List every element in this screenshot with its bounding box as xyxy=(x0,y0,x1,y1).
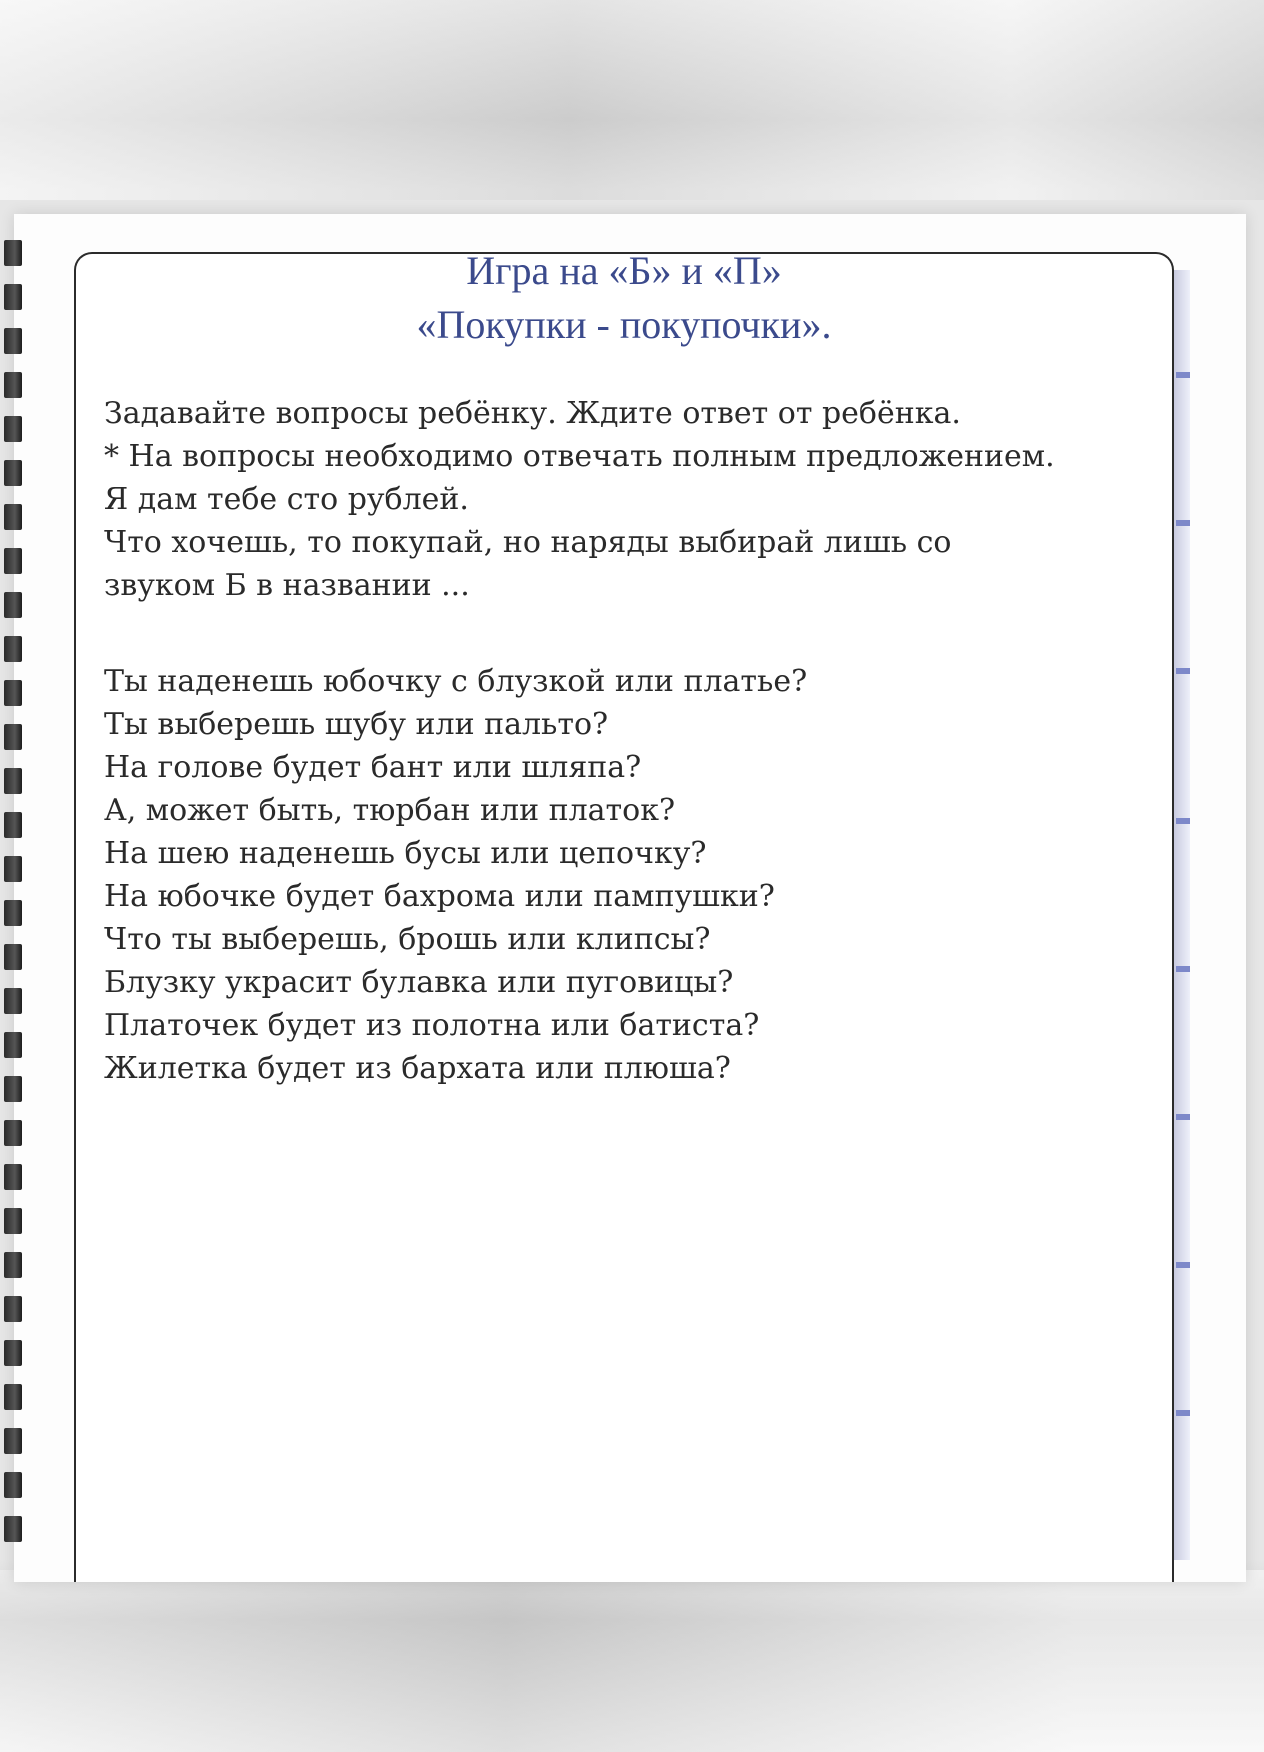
spiral-ring xyxy=(4,240,22,266)
page-edge-shadow xyxy=(1174,270,1190,1560)
question-10: Жилетка будет из бархата или плюша? xyxy=(104,1051,731,1086)
spiral-ring xyxy=(4,372,22,398)
spiral-ring xyxy=(4,1252,22,1278)
question-2: Ты выберешь шубу или пальто? xyxy=(104,707,609,742)
spiral-ring xyxy=(4,1296,22,1322)
question-6: На юбочке будет бахрома или пампушки? xyxy=(104,879,775,914)
spiral-ring xyxy=(4,636,22,662)
spiral-ring xyxy=(4,988,22,1014)
spiral-ring xyxy=(4,724,22,750)
instruction-line-3: Я дам тебе сто рублей. xyxy=(104,482,469,517)
spiral-ring xyxy=(4,768,22,794)
spiral-ring xyxy=(4,856,22,882)
spiral-ring xyxy=(4,1120,22,1146)
spiral-ring xyxy=(4,1164,22,1190)
spiral-ring xyxy=(4,1516,22,1542)
question-9: Платочек будет из полотна или батиста? xyxy=(104,1008,760,1043)
spiral-ring xyxy=(4,284,22,310)
spiral-ring xyxy=(4,460,22,486)
page-title-line-1: Игра на «Б» и «П» xyxy=(466,248,782,293)
spiral-ring xyxy=(4,548,22,574)
spiral-ring xyxy=(4,1032,22,1058)
spiral-ring xyxy=(4,328,22,354)
spiral-binding xyxy=(0,240,26,1560)
instruction-line-5: звуком Б в названии ... xyxy=(104,568,470,603)
spiral-ring xyxy=(4,504,22,530)
question-8: Блузку украсит булавка или пуговицы? xyxy=(104,965,734,1000)
question-3: На голове будет бант или шляпа? xyxy=(104,750,642,785)
spiral-ring xyxy=(4,1076,22,1102)
question-4: А, может быть, тюрбан или платок? xyxy=(104,793,676,828)
spiral-ring xyxy=(4,1384,22,1410)
spiral-ring xyxy=(4,1428,22,1454)
spiral-ring xyxy=(4,416,22,442)
spiral-ring xyxy=(4,680,22,706)
instruction-line-4: Что хочешь, то покупай, но наряды выбирай лишь со xyxy=(104,525,952,560)
spiral-ring xyxy=(4,592,22,618)
edge-tab-mark xyxy=(1176,966,1190,972)
question-5: На шею наденешь бусы или цепочку? xyxy=(104,836,707,871)
spiral-ring xyxy=(4,1472,22,1498)
question-1: Ты наденешь юбочку с блузкой или платье? xyxy=(104,664,808,699)
spiral-ring xyxy=(4,944,22,970)
edge-tab-mark xyxy=(1176,1262,1190,1268)
edge-tab-mark xyxy=(1176,1114,1190,1120)
edge-tab-mark xyxy=(1176,1410,1190,1416)
spiral-ring xyxy=(4,900,22,926)
spiral-ring xyxy=(4,1340,22,1366)
instruction-line-1: Задавайте вопросы ребёнку. Ждите ответ от ребёнка. xyxy=(104,396,961,431)
edge-tab-mark xyxy=(1176,520,1190,526)
question-7: Что ты выберешь, брошь или клипсы? xyxy=(104,922,711,957)
edge-tab-mark xyxy=(1176,668,1190,674)
plastic-sleeve-bottom xyxy=(0,1570,1264,1752)
page-title-line-2: «Покупки - покупочки». xyxy=(416,302,832,347)
spiral-ring xyxy=(4,812,22,838)
instruction-line-2: * На вопросы необходимо отвечать полным предложением. xyxy=(104,439,1055,474)
edge-tab-mark xyxy=(1176,818,1190,824)
edge-tab-mark xyxy=(1176,372,1190,378)
plastic-sleeve-top xyxy=(0,0,1264,200)
spiral-ring xyxy=(4,1208,22,1234)
